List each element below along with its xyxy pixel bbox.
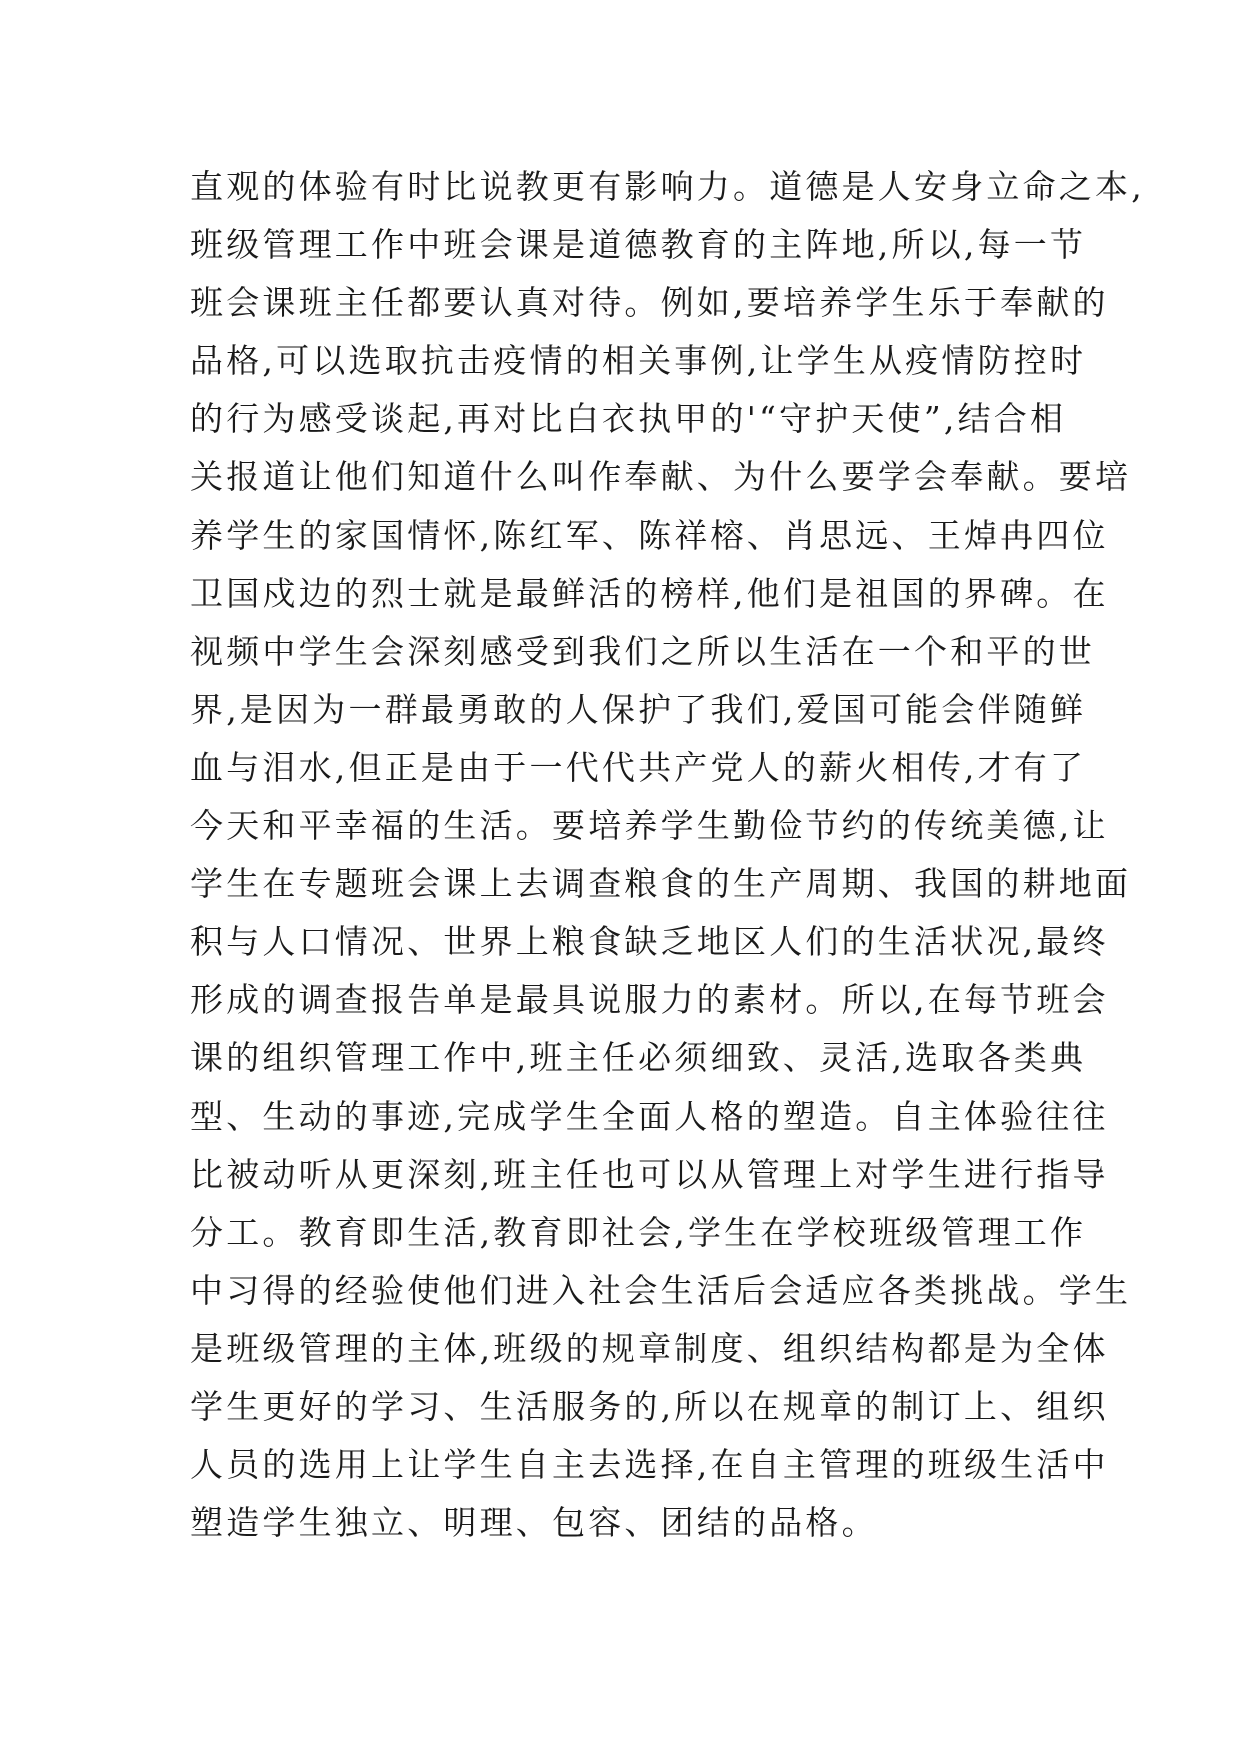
text-line: 分工。教育即生活,教育即社会,学生在学校班级管理工作 [190,1212,1087,1252]
text-line: 关报道让他们知道什么叫作奉献、为什么要学会奉献。要培 [190,457,1132,497]
text-line: 的行为感受谈起,再对比白衣执甲的'“守护天使”,结合相 [190,399,1067,439]
text-line: 课的组织管理工作中,班主任必须细致、灵活,选取各类典 [190,1038,1087,1078]
text-line: 班级管理工作中班会课是道德教育的主阵地,所以,每一节 [190,225,1087,265]
text-line: 形成的调查报告单是最具说服力的素材。所以,在每节班会 [190,980,1109,1020]
text-line: 比被动听从更深刻,班主任也可以从管理上对学生进行指导 [190,1154,1109,1194]
text-line: 是班级管理的主体,班级的规章制度、组织结构都是为全体 [190,1328,1109,1368]
text-line: 积与人口情况、世界上粮食缺乏地区人们的生活状况,最终 [190,922,1109,962]
text-line: 界,是因为一群最勇敢的人保护了我们,爱国可能会伴随鲜 [190,689,1087,729]
text-line: 学生在专题班会课上去调查粮食的生产周期、我国的耕地面 [190,864,1132,904]
text-line: 品格,可以选取抗击疫情的相关事例,让学生从疫情防控时 [190,341,1087,381]
text-line: 班会课班主任都要认真对待。例如,要培养学生乐于奉献的 [190,283,1109,323]
text-line: 视频中学生会深刻感受到我们之所以生活在一个和平的世 [190,631,1095,671]
text-line: 养学生的家国情怀,陈红军、陈祥榕、肖思远、王焯冉四位 [190,515,1109,555]
text-line: 卫国戍边的烈士就是最鲜活的榜样,他们是祖国的界碑。在 [190,573,1109,613]
text-line: 血与泪水,但正是由于一代代共产党人的薪火相传,才有了 [190,747,1087,787]
text-line: 塑造学生独立、明理、包容、团结的品格。 [190,1503,878,1543]
text-line: 人员的选用上让学生自主去选择,在自主管理的班级生活中 [190,1445,1109,1485]
body-paragraph [190,158,1145,1552]
text-line: 学生更好的学习、生活服务的,所以在规章的制订上、组织 [190,1386,1109,1426]
text-line: 中习得的经验使他们进入社会生活后会适应各类挑战。学生 [190,1270,1132,1310]
text-line: 直观的体验有时比说教更有影响力。道德是人安身立命之本, [190,167,1145,206]
text-line: 型、生动的事迹,完成学生全面人格的塑造。自主体验往往 [190,1096,1109,1136]
text-line: 今天和平幸福的生活。要培养学生勤俭节约的传统美德,让 [190,806,1109,846]
